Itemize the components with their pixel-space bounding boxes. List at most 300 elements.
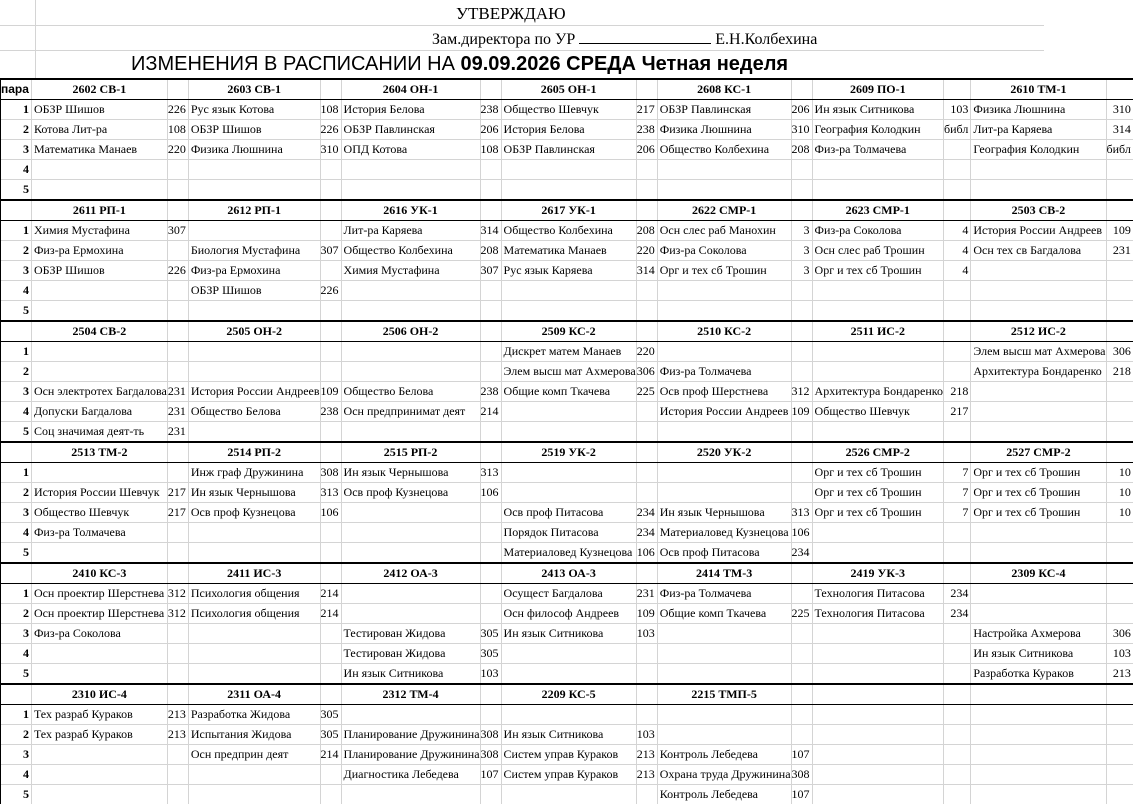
subject-teacher: ОБЗР Шишов (188, 120, 320, 140)
room-number (944, 422, 971, 443)
subject-teacher: Физ-ра Соколова (812, 221, 943, 241)
room-number: 306 (636, 362, 657, 382)
para-number: 5 (1, 543, 32, 564)
room-number (944, 301, 971, 322)
lesson-row (1, 362, 1133, 382)
subject-teacher (31, 765, 167, 785)
lesson-row (1, 745, 1133, 765)
schedule-table (0, 78, 1133, 804)
subject-teacher (31, 281, 167, 301)
group-room-header (480, 321, 501, 342)
para-header (1, 321, 32, 342)
lesson-row (1, 705, 1133, 725)
group-room-header (791, 563, 812, 584)
subject-teacher: Элем высш мат Ахмерова (501, 362, 636, 382)
subject-teacher: Осв проф Питасова (657, 543, 791, 564)
subject-teacher: Осн проектир Шерстнева (31, 604, 167, 624)
room-number: 4 (944, 221, 971, 241)
para-number: 1 (1, 584, 32, 604)
subject-teacher: Настройка Ахмерова (971, 624, 1106, 644)
room-number (636, 664, 657, 685)
room-number (1106, 745, 1133, 765)
room-number: 109 (320, 382, 341, 402)
group-room-header (636, 684, 657, 705)
room-number: 225 (791, 604, 812, 624)
group-room-header (636, 442, 657, 463)
room-number: 103 (944, 100, 971, 120)
subject-teacher: Осущест Багдалова (501, 584, 636, 604)
room-number (1106, 422, 1133, 443)
room-number (1106, 765, 1133, 785)
room-number: 109 (791, 402, 812, 422)
room-number: 226 (320, 281, 341, 301)
subject-teacher (341, 604, 480, 624)
room-number (320, 624, 341, 644)
subject-teacher: Контроль Лебедева (657, 785, 791, 805)
subject-teacher: Ин язык Ситникова (971, 644, 1106, 664)
group-name: 2623 СМР-1 (812, 200, 943, 221)
subject-teacher: Общество Белова (341, 382, 480, 402)
subject-teacher: Осв проф Шерстнева (657, 382, 791, 402)
subject-teacher (812, 765, 943, 785)
subject-teacher (341, 503, 480, 523)
room-number: 7 (944, 503, 971, 523)
group-room-header (480, 79, 501, 100)
subject-teacher: Биология Мустафина (188, 241, 320, 261)
room-number (636, 180, 657, 201)
subject-teacher (971, 180, 1106, 201)
subject-teacher: Осн предприн деят (188, 745, 320, 765)
subject-teacher (341, 705, 480, 725)
lesson-row (1, 624, 1133, 644)
group-name: 2504 СВ-2 (31, 321, 167, 342)
room-number (944, 745, 971, 765)
room-number: 213 (636, 745, 657, 765)
subject-teacher: Осв проф Кузнецова (188, 503, 320, 523)
lesson-row (1, 644, 1133, 664)
room-number (944, 362, 971, 382)
group-name: 2611 РП-1 (31, 200, 167, 221)
subject-teacher: Технология Питасова (812, 584, 943, 604)
grid-line (35, 25, 36, 50)
room-number: 214 (320, 745, 341, 765)
subject-teacher (188, 422, 320, 443)
room-number: 313 (320, 483, 341, 503)
subject-teacher: Материаловед Кузнецова (501, 543, 636, 564)
lesson-row (1, 160, 1133, 180)
group-name: 2312 ТМ-4 (341, 684, 480, 705)
subject-teacher (188, 160, 320, 180)
lesson-row (1, 241, 1133, 261)
subject-teacher: Осн слес раб Трошин (812, 241, 943, 261)
subject-teacher: Ин язык Ситникова (501, 624, 636, 644)
approve-label: УТВЕРЖДАЮ (456, 4, 566, 23)
room-number (944, 705, 971, 725)
deputy-signature-line (432, 29, 817, 49)
group-name: 2515 РП-2 (341, 442, 480, 463)
room-number (944, 180, 971, 201)
deputy-name: Е.Н.Колбехина (715, 31, 818, 48)
room-number: 108 (167, 120, 188, 140)
group-room-header (167, 684, 188, 705)
room-number: 217 (167, 483, 188, 503)
group-name (971, 684, 1106, 705)
room-number: 213 (1106, 664, 1133, 685)
room-number: 7 (944, 483, 971, 503)
subject-teacher: Физика Люшнина (971, 100, 1106, 120)
room-number: 218 (1106, 362, 1133, 382)
subject-teacher: Осн философ Андреев (501, 604, 636, 624)
room-number: 231 (167, 422, 188, 443)
subject-teacher: Психология общения (188, 584, 320, 604)
group-name: 2622 СМР-1 (657, 200, 791, 221)
room-number: 218 (944, 382, 971, 402)
room-number: 107 (791, 785, 812, 805)
room-number (480, 785, 501, 805)
room-number: 220 (636, 241, 657, 261)
group-room-header (320, 563, 341, 584)
room-number (167, 644, 188, 664)
subject-teacher (188, 664, 320, 685)
room-number: 312 (167, 584, 188, 604)
group-room-header (636, 321, 657, 342)
room-number: 308 (791, 765, 812, 785)
para-number: 3 (1, 261, 32, 281)
group-name: 2512 ИС-2 (971, 321, 1106, 342)
subject-teacher: Инж граф Дружинина (188, 463, 320, 483)
room-number (944, 624, 971, 644)
lesson-row (1, 422, 1133, 443)
subject-teacher: История России Андреев (188, 382, 320, 402)
subject-teacher (341, 584, 480, 604)
room-number (1106, 725, 1133, 745)
room-number: 108 (320, 100, 341, 120)
subject-teacher: Осв проф Питасова (501, 503, 636, 523)
room-number: 214 (320, 584, 341, 604)
subject-teacher (501, 402, 636, 422)
room-number: библ (944, 120, 971, 140)
room-number: 308 (320, 463, 341, 483)
group-room-header (944, 200, 971, 221)
subject-teacher: Физ-ра Соколова (657, 241, 791, 261)
room-number (944, 765, 971, 785)
room-number (1106, 705, 1133, 725)
subject-teacher: Орг и тех сб Трошин (657, 261, 791, 281)
room-number (791, 664, 812, 685)
lesson-row (1, 281, 1133, 301)
group-room-header (1106, 684, 1133, 705)
subject-teacher: История России Шевчук (31, 483, 167, 503)
room-number: 208 (480, 241, 501, 261)
subject-teacher (31, 160, 167, 180)
page-title (131, 53, 788, 76)
subject-teacher: Общество Колбехина (657, 140, 791, 160)
subject-teacher (812, 342, 943, 362)
subject-teacher: Котова Лит-ра (31, 120, 167, 140)
room-number: 213 (636, 765, 657, 785)
subject-teacher: Общество Колбехина (501, 221, 636, 241)
group-name: 2608 КС-1 (657, 79, 791, 100)
room-number: 234 (636, 503, 657, 523)
subject-teacher (971, 604, 1106, 624)
room-number (944, 644, 971, 664)
subject-teacher (812, 301, 943, 322)
room-number: 306 (1106, 342, 1133, 362)
room-number (167, 180, 188, 201)
subject-teacher (812, 785, 943, 805)
group-room-header (636, 563, 657, 584)
room-number: 238 (480, 100, 501, 120)
room-number: 313 (791, 503, 812, 523)
subject-teacher (31, 664, 167, 685)
subject-teacher: ОБЗР Павлинская (341, 120, 480, 140)
subject-teacher (971, 160, 1106, 180)
subject-teacher: Тех разраб Кураков (31, 725, 167, 745)
room-number (320, 342, 341, 362)
room-number (791, 160, 812, 180)
room-number: 226 (320, 120, 341, 140)
group-room-header (791, 442, 812, 463)
group-name: 2419 УК-3 (812, 563, 943, 584)
para-number: 1 (1, 221, 32, 241)
room-number (480, 362, 501, 382)
room-number: 308 (480, 725, 501, 745)
room-number: 310 (791, 120, 812, 140)
room-number (167, 342, 188, 362)
room-number: 206 (636, 140, 657, 160)
room-number: 107 (791, 745, 812, 765)
group-room-header (944, 79, 971, 100)
room-number: 308 (480, 745, 501, 765)
para-number: 1 (1, 463, 32, 483)
room-number (480, 342, 501, 362)
subject-teacher (501, 180, 636, 201)
room-number: 7 (944, 463, 971, 483)
subject-teacher (341, 362, 480, 382)
lesson-row (1, 382, 1133, 402)
room-number: 307 (320, 241, 341, 261)
room-number: 307 (480, 261, 501, 281)
schedule-body (1, 79, 1133, 804)
room-number: 310 (320, 140, 341, 160)
subject-teacher (657, 422, 791, 443)
room-number (320, 301, 341, 322)
subject-teacher (31, 362, 167, 382)
subject-teacher (971, 745, 1106, 765)
lesson-row (1, 120, 1133, 140)
room-number: 217 (167, 503, 188, 523)
para-number: 1 (1, 342, 32, 362)
room-number (944, 725, 971, 745)
subject-teacher (501, 281, 636, 301)
para-number: 5 (1, 785, 32, 805)
subject-teacher: Охрана труда Дружинина (657, 765, 791, 785)
lesson-row (1, 543, 1133, 564)
room-number: 214 (320, 604, 341, 624)
group-room-header (1106, 442, 1133, 463)
room-number (320, 785, 341, 805)
group-room-header (791, 321, 812, 342)
subject-teacher: История России Андреев (971, 221, 1106, 241)
room-number: 109 (636, 604, 657, 624)
group-room-header (320, 79, 341, 100)
room-number (480, 584, 501, 604)
subject-teacher: Осн предпринимат деят (341, 402, 480, 422)
group-name: 2604 ОН-1 (341, 79, 480, 100)
subject-teacher (501, 422, 636, 443)
para-number: 4 (1, 160, 32, 180)
group-room-header (636, 79, 657, 100)
group-name: 2505 ОН-2 (188, 321, 320, 342)
para-number: 2 (1, 120, 32, 140)
room-number: 231 (636, 584, 657, 604)
para-number: 3 (1, 503, 32, 523)
subject-teacher (971, 765, 1106, 785)
group-name: 2506 ОН-2 (341, 321, 480, 342)
subject-teacher: Допуски Багдалова (31, 402, 167, 422)
room-number (636, 301, 657, 322)
subject-teacher (341, 301, 480, 322)
room-number (320, 543, 341, 564)
room-number (480, 180, 501, 201)
room-number (1106, 180, 1133, 201)
subject-teacher (188, 301, 320, 322)
group-room-header (944, 563, 971, 584)
room-number: 238 (636, 120, 657, 140)
subject-teacher (341, 342, 480, 362)
lesson-row (1, 342, 1133, 362)
subject-teacher: Лит-ра Каряева (341, 221, 480, 241)
signature-blank (579, 29, 711, 44)
lesson-row (1, 604, 1133, 624)
subject-teacher (188, 624, 320, 644)
room-number (320, 160, 341, 180)
room-number (944, 785, 971, 805)
room-number: 206 (791, 100, 812, 120)
subject-teacher: Тестирован Жидова (341, 644, 480, 664)
subject-teacher (341, 180, 480, 201)
subject-teacher: География Колодкин (812, 120, 943, 140)
room-number (167, 362, 188, 382)
subject-teacher: Общество Колбехина (341, 241, 480, 261)
room-number (320, 664, 341, 685)
grid-line (35, 50, 36, 78)
group-room-header (1106, 200, 1133, 221)
group-header-row (1, 563, 1133, 584)
group-name: 2519 УК-2 (501, 442, 636, 463)
room-number (791, 342, 812, 362)
subject-teacher: Физ-ра Ермохина (31, 241, 167, 261)
para-number: 3 (1, 140, 32, 160)
subject-teacher: Психология общения (188, 604, 320, 624)
subject-teacher (188, 543, 320, 564)
subject-teacher (812, 180, 943, 201)
group-room-header (320, 442, 341, 463)
group-room-header (791, 79, 812, 100)
room-number: 234 (636, 523, 657, 543)
group-name: 2413 ОА-3 (501, 563, 636, 584)
group-header-row (1, 321, 1133, 342)
group-name: 2412 ОА-3 (341, 563, 480, 584)
subject-teacher: Лит-ра Каряева (971, 120, 1106, 140)
subject-teacher (657, 301, 791, 322)
subject-teacher: Соц значимая деят-ть (31, 422, 167, 443)
group-room-header (320, 684, 341, 705)
subject-teacher (971, 705, 1106, 725)
room-number: 220 (167, 140, 188, 160)
subject-teacher (971, 301, 1106, 322)
room-number: 3 (791, 261, 812, 281)
group-name (812, 684, 943, 705)
room-number: 103 (636, 624, 657, 644)
room-number (791, 463, 812, 483)
subject-teacher: ОБЗР Шишов (188, 281, 320, 301)
room-number (167, 301, 188, 322)
room-number: 10 (1106, 463, 1133, 483)
room-number (1106, 785, 1133, 805)
para-header: пара (1, 79, 32, 100)
room-number (480, 604, 501, 624)
subject-teacher (657, 664, 791, 685)
group-name: 2616 УК-1 (341, 200, 480, 221)
group-name: 2503 СВ-2 (971, 200, 1106, 221)
para-number: 4 (1, 402, 32, 422)
group-name: 2509 КС-2 (501, 321, 636, 342)
room-number: 314 (636, 261, 657, 281)
group-name: 2311 ОА-4 (188, 684, 320, 705)
subject-teacher: Диагностика Лебедева (341, 765, 480, 785)
lesson-row (1, 261, 1133, 281)
subject-teacher: Ин язык Чернышова (341, 463, 480, 483)
title-day: СРЕДА (566, 53, 636, 75)
subject-teacher (501, 463, 636, 483)
subject-teacher: Орг и тех сб Трошин (812, 503, 943, 523)
room-number: 214 (480, 402, 501, 422)
group-room-header (167, 79, 188, 100)
subject-teacher (657, 725, 791, 745)
group-header-row (1, 442, 1133, 463)
group-name: 2605 ОН-1 (501, 79, 636, 100)
subject-teacher (501, 301, 636, 322)
lesson-row (1, 584, 1133, 604)
subject-teacher (501, 664, 636, 685)
subject-teacher: Физика Люшнина (657, 120, 791, 140)
room-number: 238 (320, 402, 341, 422)
lesson-row (1, 301, 1133, 322)
group-name: 2617 УК-1 (501, 200, 636, 221)
para-number: 3 (1, 382, 32, 402)
para-header (1, 563, 32, 584)
room-number (1106, 301, 1133, 322)
room-number (944, 543, 971, 564)
subject-teacher: Общие комп Ткачева (657, 604, 791, 624)
lesson-row (1, 725, 1133, 745)
subject-teacher: Осв проф Кузнецова (341, 483, 480, 503)
subject-teacher: Физ-ра Соколова (31, 624, 167, 644)
subject-teacher (501, 705, 636, 725)
para-number: 2 (1, 725, 32, 745)
room-number: 106 (320, 503, 341, 523)
room-number (791, 362, 812, 382)
subject-teacher (971, 402, 1106, 422)
subject-teacher (501, 483, 636, 503)
subject-teacher: Архитектура Бондаренко (971, 362, 1106, 382)
room-number: 225 (636, 382, 657, 402)
room-number: 310 (1106, 100, 1133, 120)
subject-teacher (188, 785, 320, 805)
subject-teacher: Планирование Дружинина (341, 725, 480, 745)
room-number (167, 241, 188, 261)
